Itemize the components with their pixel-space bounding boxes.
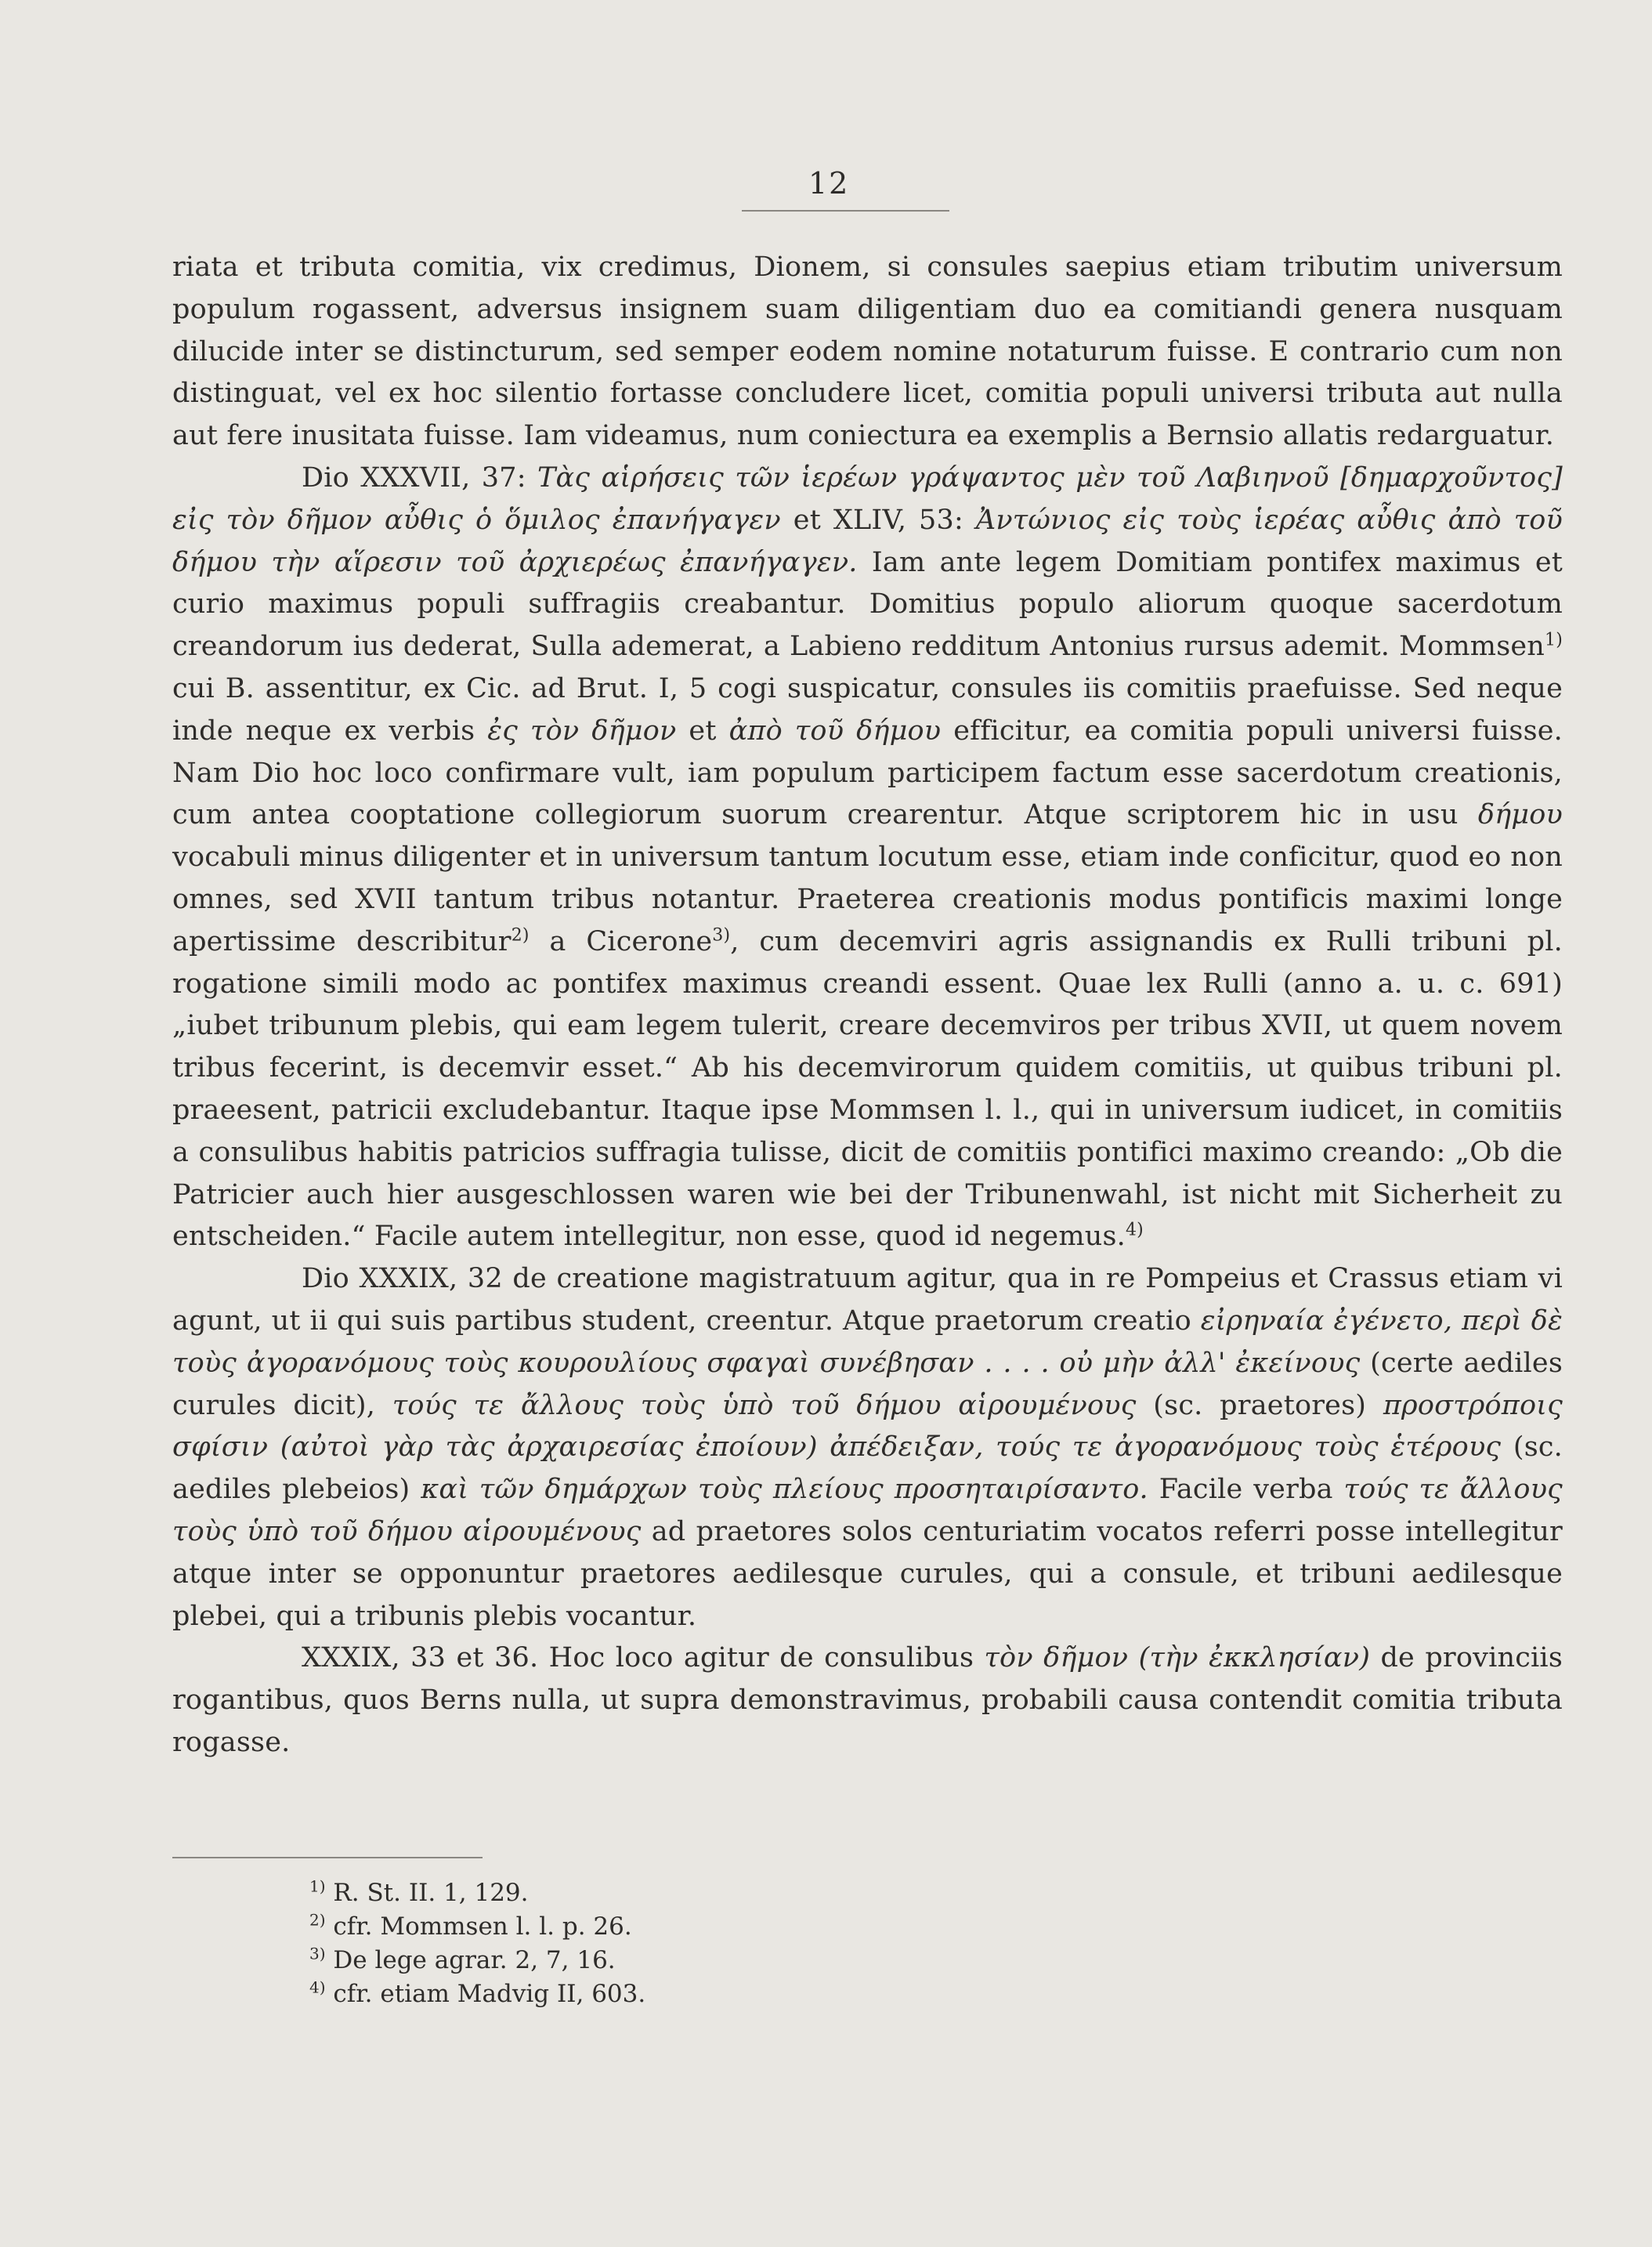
paragraph-4 (172, 1637, 1563, 1764)
text-segment: Dio XXXVII, 37: (302, 461, 538, 494)
footnote-text: cfr. Mommsen l. l. p. 26. (333, 1912, 632, 1941)
greek-quotation: καὶ τῶν δημάρχων τοὺς πλείους προσηταιρίσαντο. (421, 1474, 1148, 1506)
footnote-text: R. St. II. 1, 129. (333, 1879, 529, 1907)
footnote (309, 1910, 645, 1944)
footnote-mark: 4) (309, 1977, 326, 1997)
greek-quotation: δήμου (1477, 799, 1563, 831)
paragraph-3 (172, 1258, 1563, 1637)
footnote-reference: 3) (712, 925, 731, 946)
text-segment: et XLIV, 53: (780, 504, 976, 536)
paragraph-2 (172, 458, 1563, 1258)
text-segment: a Cicerone (529, 925, 713, 957)
paragraph-1 (172, 247, 1563, 458)
text-segment: Iam ante legem Domitiam pontifex maximus et curio maximus populi suffragiis creabantur. Domitius populo aliorum quoque sacerdotum creandorum ius dederat, Sulla ademerat, a Labieno redditum Antonius rursus ademit. Mommsen (172, 546, 1563, 663)
footnote (309, 1876, 645, 1910)
footnote-reference: 1) (1545, 630, 1563, 650)
text-segment: riata et tributa comitia, vix credimus, Dionem, si consules saepius etiam tributim universum populum rogassent, adversus insignem suam diligentiam duo ea comitiandi genera nusquam dilucide inter se distincturum, sed semper eodem nomine notaturum fuisse. E contrario cum non distinguat, vel ex hoc silentio fortasse concludere licet, comitia populi universi tributa aut nulla aut fere inusitata fuisse. Iam videamus, num coniectura ea exemplis a Bernsio allatis redarguatur. (172, 251, 1563, 452)
footnote-mark: 1) (309, 1876, 326, 1896)
footnote (309, 1977, 645, 2011)
footnote-reference: 2) (511, 925, 530, 946)
greek-quotation: ἀπὸ τοῦ δήμου (728, 715, 942, 747)
footnote-text: cfr. etiam Madvig II, 603. (333, 1980, 646, 2008)
footnote-reference: 4) (1125, 1220, 1144, 1240)
greek-quotation: εἰρηναία ἐγένετο, περὶ δὲ τοὺς ἀγορανόμους τοὺς κουρουλίους σφαγαὶ συνέβησαν . . . . οὐ μὴν ἀλλ' ἐκείνους (172, 1304, 1563, 1379)
greek-quotation: τὸν δῆμον (τὴν ἐκκλησίαν) (984, 1642, 1371, 1674)
page-number: 12 (808, 166, 850, 201)
text-segment: et (676, 715, 729, 747)
text-segment: de provinciis rogantibus, quos Berns nulla, ut supra demonstravimus, probabili causa contendit comitia tributa rogasse. (172, 1642, 1563, 1758)
footnote-divider (172, 1857, 483, 1858)
footnotes (309, 1876, 645, 2011)
text-segment: XXXIX, 33 et 36. Hoc loco agitur de consulibus (302, 1642, 985, 1674)
greek-quotation: τούς τε ἄλλους τοὺς ὑπὸ τοῦ δήμου αἱρουμένους (172, 1474, 1563, 1547)
text-segment: Dio XXXIX, 32 de creatione magistratuum agitur, qua in re Pompeius et Crassus etiam vi agunt, ut ii qui suis partibus student, creentur. Atque praetorum creatio (172, 1263, 1563, 1337)
greek-quotation: προστρόποις σφίσιν (αὐτοὶ γὰρ τὰς ἀρχαιρεσίας ἐποίουν) ἀπέδειξαν, τούς τε ἀγορανόμους τοὺς ἑτέρους (172, 1389, 1563, 1464)
text-segment: vocabuli minus diligenter et in universum tantum locutum esse, etiam inde conficitur, quod eo non omnes, sed XVII tantum tribus notantur. Praeterea creationis modus pontificis maximi longe apertissime describitur (172, 841, 1563, 957)
text-segment: (sc. aediles plebeios) (172, 1431, 1563, 1506)
footnote-mark: 3) (309, 1944, 326, 1963)
body-text (172, 247, 1563, 1764)
footnote-text: De lege agrar. 2, 7, 16. (333, 1946, 616, 1974)
text-segment: efficitur, ea comitia populi universi fuisse. Nam Dio hoc loco confirmare vult, iam populum participem factum esse sacerdotum creationis, cum antea cooptatione collegiorum suorum crearentur. Atque scriptorem hic in usu (172, 715, 1563, 831)
footnote-mark: 2) (309, 1910, 326, 1930)
text-segment: (certe aediles curules dicit), (172, 1347, 1563, 1421)
greek-quotation: ἐς τὸν δῆμον (487, 715, 677, 747)
text-segment: (sc. praetores) (1136, 1389, 1383, 1421)
text-segment: cui B. assentitur, ex Cic. ad Brut. I, 5 cogi suspicatur, consules iis comitiis praefuisse. Sed neque inde neque ex verbis (172, 672, 1563, 747)
greek-quotation: τούς τε ἄλλους τοὺς ὑπὸ τοῦ δήμου αἱρουμένους (392, 1389, 1137, 1421)
greek-quotation: Τὰς αἱρήσεις τῶν ἱερέων γράψαντος μὲν τοῦ Λαβιηνοῦ [δημαρχοῦντος] εἰς τὸν δῆμον αὖθις ὁ ὅμιλος ἐπανήγαγεν (172, 461, 1563, 536)
text-segment: ad praetores solos centuriatim vocatos referri posse intellegitur atque inter se opponuntur praetores aedilesque curules, qui a consule, et tribuni aedilesque plebei, qui a tribunis plebis vocantur. (172, 1515, 1563, 1632)
footnote (309, 1944, 645, 1977)
text-segment: Facile verba (1148, 1474, 1344, 1506)
greek-quotation: Ἀντώνιος εἰς τοὺς ἱερέας αὖθις ἀπὸ τοῦ δήμου τὴν αἵρεσιν τοῦ ἀρχιερέως ἐπανήγαγεν. (172, 504, 1563, 578)
text-segment: , cum decemviri agris assignandis ex Rulli tribuni pl. rogatione simili modo ac pontifex maximus creandi essent. Quae lex Rulli (anno a. u. c. 691) „iubet tribunum plebis, qui eam legem tulerit, creare decemviros per tribus XVII, ut quem novem tribus fecerint, is decemvir esset.“ Ab his decemvirorum quidem comitiis, ut quibus tribuni pl. praeesent, patricii excludebantur. Itaque ipse Mommsen l. l., qui in universum iudicet, in comitiis a consulibus habitis patricios suffragia tulisse, dicit de comitiis pontifici maximo creando: „Ob die Patricier auch hier ausgeschlossen waren wie bei der Tribunenwahl, ist nicht mit Sicherheit zu entscheiden.“ Facile autem intellegitur, non esse, quod id negemus. (172, 925, 1563, 1253)
header-divider (742, 210, 949, 212)
